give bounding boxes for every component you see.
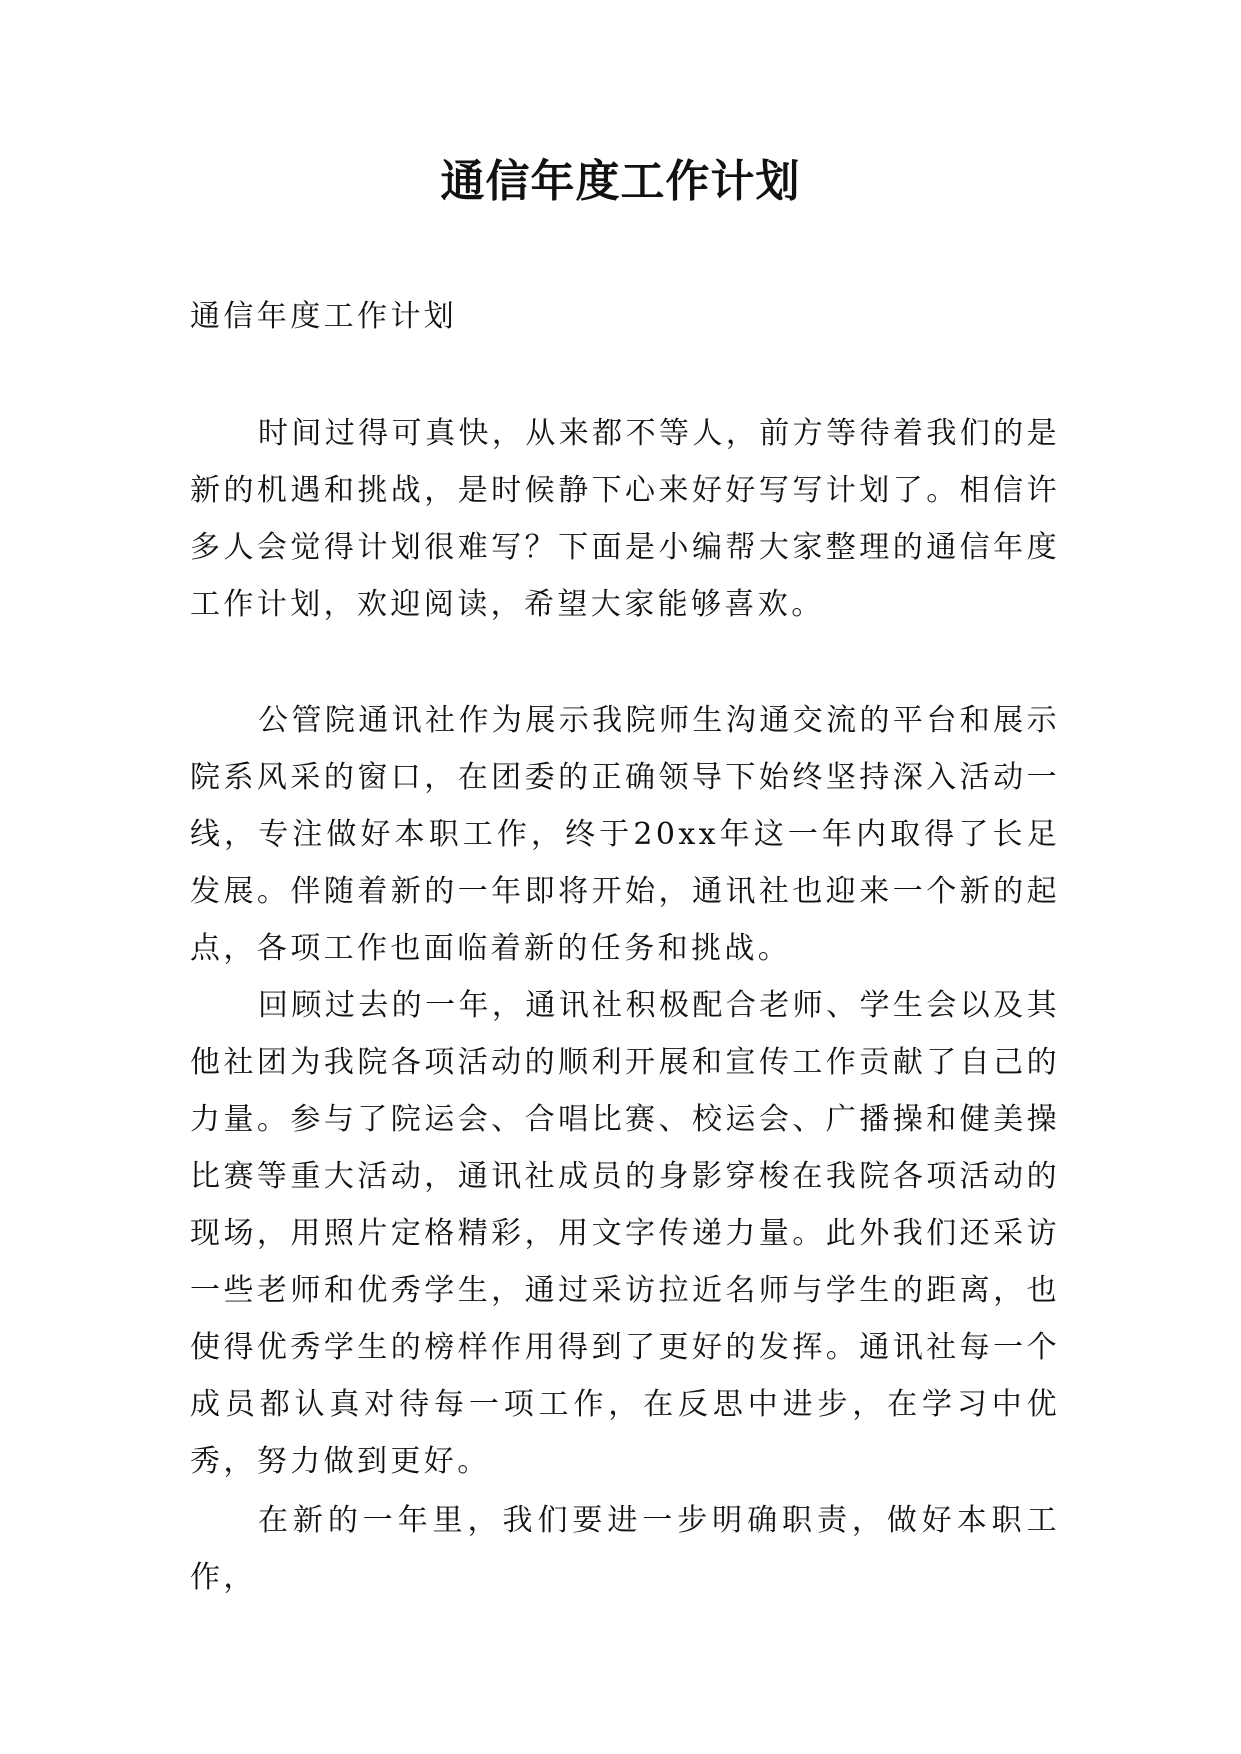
- body-paragraph-2: 回顾过去的一年，通讯社积极配合老师、学生会以及其他社团为我院各项活动的顺利开展和宣传工作贡献了自己的力量。参与了院运会、合唱比赛、校运会、广播操和健美操比赛等重大活动，通讯社成员的身影穿梭在我院各项活动的现场，用照片定格精彩，用文字传递力量。此外我们还采访一些老师和优秀学生，通过采访拉近名师与学生的距离，也使得优秀学生的榜样作用得到了更好的发挥。通讯社每一个成员都认真对待每一项工作，在反思中进步，在学习中优秀，努力做到更好。: [190, 988, 1060, 1479]
- document-subtitle: 通信年度工作计划: [190, 299, 458, 334]
- body-paragraph-3: 在新的一年里，我们要进一步明确职责，做好本职工作，: [190, 1503, 1060, 1595]
- document-title: 通信年度工作计划: [440, 156, 801, 207]
- body-paragraph-1: 公管院通讯社作为展示我院师生沟通交流的平台和展示院系风采的窗口，在团委的正确领导下始终坚持深入活动一线，专注做好本职工作，终于20xx年这一年内取得了长足发展。伴随着新的一年即将开始，通讯社也迎来一个新的起点，各项工作也面临着新的任务和挑战。: [190, 703, 1060, 966]
- intro-paragraph: 时间过得可真快，从来都不等人，前方等待着我们的是新的机遇和挑战，是时候静下心来好好写写计划了。相信许多人会觉得计划很难写？下面是小编帮大家整理的通信年度工作计划，欢迎阅读，希望大家能够喜欢。: [190, 416, 1060, 622]
